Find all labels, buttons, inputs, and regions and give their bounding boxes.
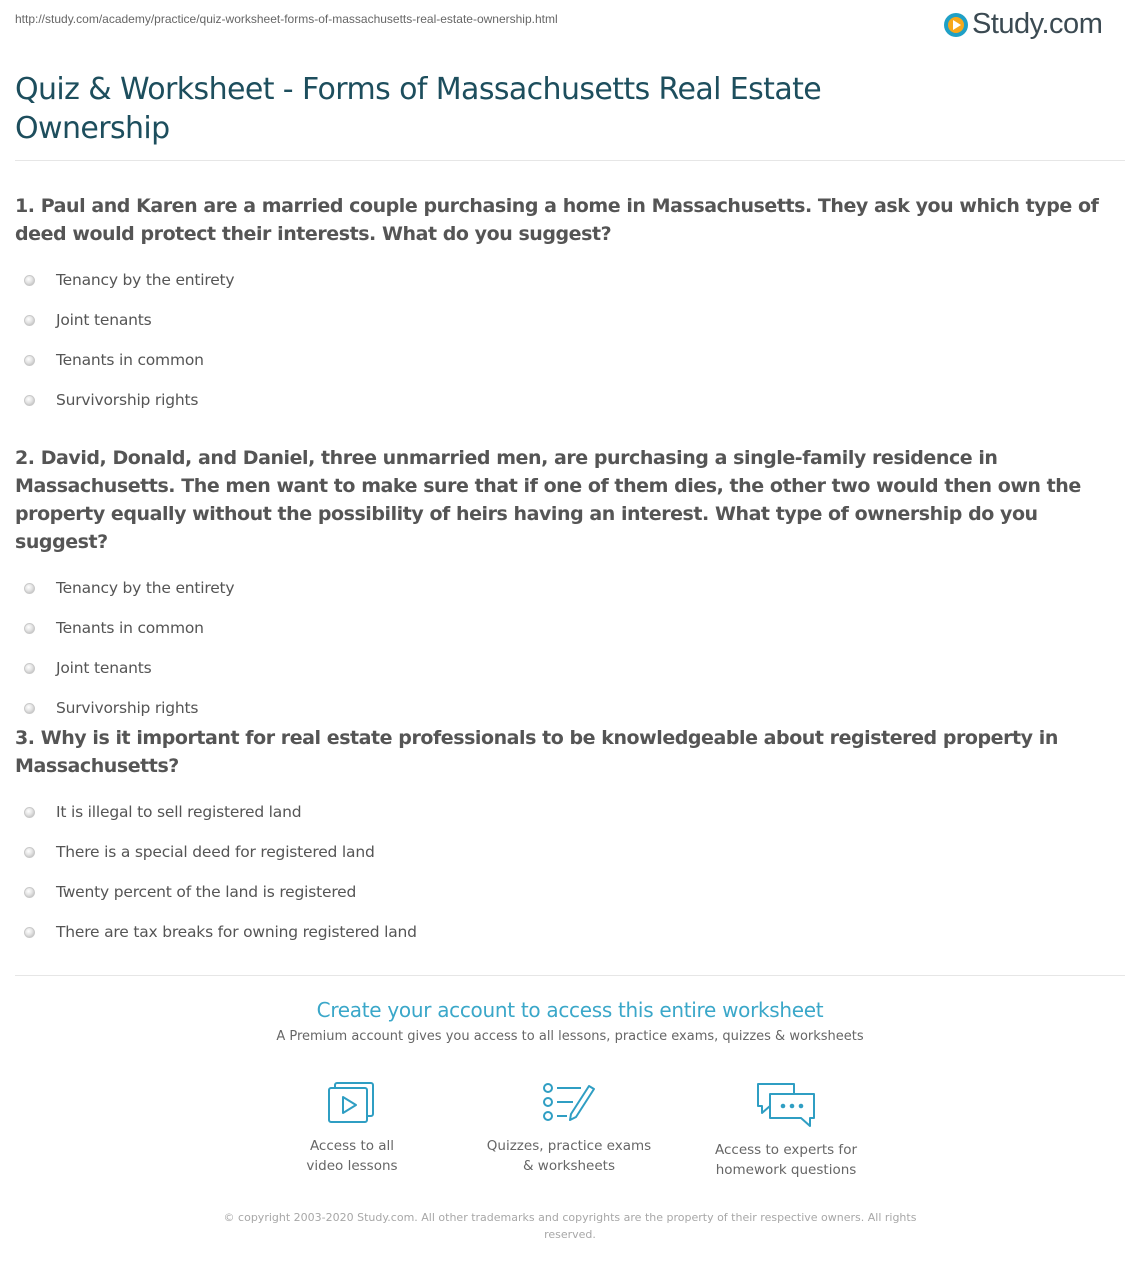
feature-video-lessons	[252, 1080, 452, 1176]
radio-button-icon[interactable]	[24, 663, 35, 674]
answer-label: Tenancy by the entirety	[56, 579, 235, 597]
question-3	[15, 724, 1127, 952]
answer-label: Twenty percent of the land is registered	[56, 883, 357, 901]
answer-option[interactable]	[15, 872, 1127, 912]
feature-label: Access to experts for homework questions	[714, 1142, 857, 1178]
logo-text: Study.com	[972, 8, 1103, 40]
copyright-notice: © copyright 2003-2020 Study.com. All other trademarks and copyrights are the property of their respective owners. All rights reserved.	[223, 1211, 917, 1241]
chat-bubbles-icon	[754, 1080, 818, 1130]
answer-label: Tenants in common	[56, 619, 204, 637]
radio-button-icon[interactable]	[24, 355, 35, 366]
answer-option[interactable]	[15, 608, 1127, 648]
question-2	[15, 444, 1127, 728]
answer-label: There are tax breaks for owning registered land	[56, 923, 417, 941]
page-url: http://study.com/academy/practice/quiz-worksheet-forms-of-massachusetts-real-estate-ownership.html	[15, 12, 558, 26]
play-logo-icon	[944, 13, 968, 37]
answer-option[interactable]	[15, 648, 1127, 688]
feature-label: Access to all video lessons	[306, 1138, 398, 1174]
question-text: 2. David, Donald, and Daniel, three unmarried men, are purchasing a single-family residence in Massachusetts. The men want to make sure that if one of them dies, the other two would then own the property equally without the possibility of heirs having an interest. What type of ownership do you suggest?	[15, 447, 1081, 553]
create-account-link[interactable]: Create your account to access this entire worksheet	[316, 998, 824, 1022]
answer-list	[15, 792, 1127, 952]
feature-label: Quizzes, practice exams & worksheets	[486, 1138, 652, 1174]
question-1	[15, 192, 1127, 420]
radio-button-icon[interactable]	[24, 703, 35, 714]
answer-option[interactable]	[15, 340, 1127, 380]
radio-button-icon[interactable]	[24, 623, 35, 634]
title-divider	[15, 160, 1125, 161]
quiz-checklist-icon	[541, 1080, 597, 1126]
radio-button-icon[interactable]	[24, 395, 35, 406]
radio-button-icon[interactable]	[24, 315, 35, 326]
radio-button-icon[interactable]	[24, 583, 35, 594]
answer-option[interactable]	[15, 260, 1127, 300]
answer-option[interactable]	[15, 380, 1127, 420]
premium-description: A Premium account gives you access to all lessons, practice exams, quizzes & worksheets	[276, 1029, 864, 1044]
answer-option[interactable]	[15, 792, 1127, 832]
question-text: 1. Paul and Karen are a married couple purchasing a home in Massachusetts. They ask you which type of deed would protect their interests. What do you suggest?	[15, 195, 1099, 245]
answer-label: Joint tenants	[56, 311, 152, 329]
radio-button-icon[interactable]	[24, 807, 35, 818]
answer-label: There is a special deed for registered land	[56, 843, 375, 861]
radio-button-icon[interactable]	[24, 887, 35, 898]
answer-label: Tenancy by the entirety	[56, 271, 235, 289]
answer-label: It is illegal to sell registered land	[56, 803, 302, 821]
answer-label: Joint tenants	[56, 659, 152, 677]
page-title: Quiz & Worksheet - Forms of Massachusetts Real Estate Ownership	[15, 72, 822, 146]
answer-option[interactable]	[15, 568, 1127, 608]
feature-quizzes	[469, 1080, 669, 1176]
radio-button-icon[interactable]	[24, 275, 35, 286]
answer-label: Survivorship rights	[56, 699, 199, 717]
radio-button-icon[interactable]	[24, 847, 35, 858]
answer-label: Tenants in common	[56, 351, 204, 369]
answer-list	[15, 260, 1127, 420]
radio-button-icon[interactable]	[24, 927, 35, 938]
answer-option[interactable]	[15, 832, 1127, 872]
question-text: 3. Why is it important for real estate professionals to be knowledgeable about registered property in Massachusetts?	[15, 727, 1058, 777]
study-logo[interactable]	[944, 8, 1102, 41]
video-lessons-icon	[326, 1080, 378, 1126]
answer-option[interactable]	[15, 912, 1127, 952]
answer-option[interactable]	[15, 300, 1127, 340]
content-divider	[15, 975, 1125, 976]
answer-option[interactable]	[15, 688, 1127, 728]
answer-label: Survivorship rights	[56, 391, 199, 409]
answer-list	[15, 568, 1127, 728]
feature-experts	[686, 1080, 886, 1180]
